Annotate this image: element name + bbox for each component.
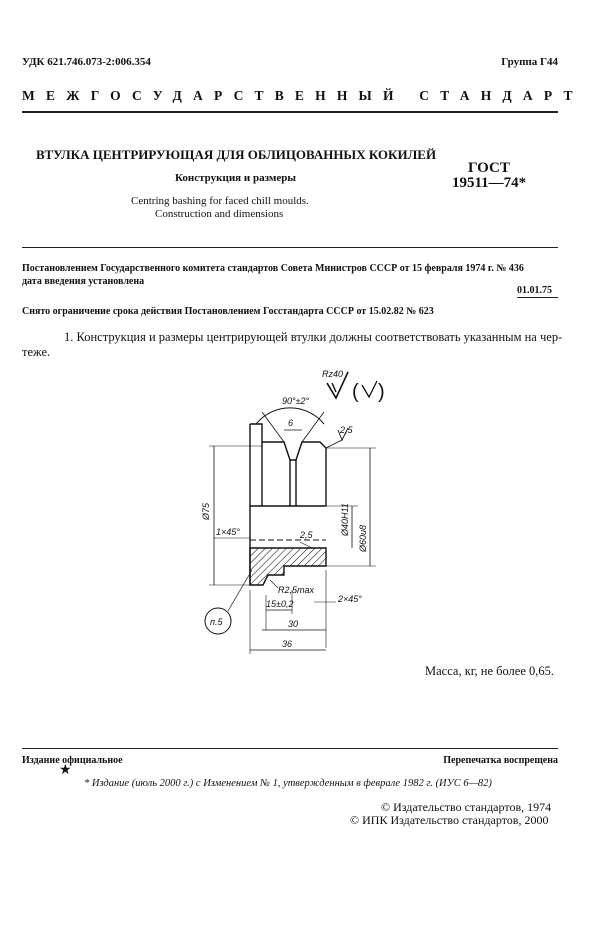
limit-removed: Снято ограничение срока действия Постановлением Госстандарта СССР от 15.02.82 № 623 <box>22 306 434 317</box>
dim-15: 15±0,2 <box>266 599 294 609</box>
angle-dim: 90°±2° <box>282 396 310 406</box>
footer-rule <box>22 748 558 749</box>
copyright-2000: © ИПК Издательство стандартов, 2000 <box>350 813 549 827</box>
doc-title: ВТУЛКА ЦЕНТРИРУЮЩАЯ ДЛЯ ОБЛИЦОВАННЫХ КОКИЛЕЙ <box>36 147 437 162</box>
edition-note: * Издание (июль 2000 г.) с Изменением № 1, утвержденным в феврале 1982 г. (ИУС 6—82) <box>84 778 492 789</box>
title-rule <box>22 247 558 248</box>
intro-date: 01.01.75 <box>517 285 552 296</box>
chamfer-1: 1×45° <box>216 527 240 537</box>
group-code: Группа Г44 <box>501 56 558 68</box>
udk-code: УДК 621.746.073-2:006.354 <box>22 56 151 68</box>
header-rule <box>22 111 558 113</box>
dim-6: 6 <box>288 418 294 428</box>
dia75-dim: Ø75 <box>201 502 211 520</box>
dim-36: 36 <box>282 639 293 649</box>
reprint-forbidden: Перепечатка воспрещена <box>443 755 558 766</box>
mass-note: Масса, кг, не более 0,65. <box>425 664 555 678</box>
official-edition: Издание официальное <box>22 755 123 766</box>
en-title-line1: Centring bashing for faced chill moulds. <box>131 195 309 207</box>
copyright-1974: © Издательство стандартов, 1974 <box>381 800 552 814</box>
rough-paren-open: ( <box>352 381 359 403</box>
radius-dim: R2,5max <box>278 585 315 595</box>
dim-2-5: 2,5 <box>300 530 313 540</box>
dim-30: 30 <box>288 619 299 629</box>
rough-paren-close: ) <box>378 381 385 403</box>
dia40-dim: Ø40H11 <box>340 503 350 536</box>
intro-date-label: дата введения установлена <box>22 276 145 287</box>
gost-number: 19511—74* <box>452 175 527 191</box>
rough-25: 2,5 <box>340 425 353 435</box>
doc-subtitle: Конструкция и размеры <box>175 172 296 184</box>
chamfer-2: 2×45° <box>338 594 362 604</box>
callout-label: п.5 <box>210 617 223 627</box>
star-mark: ★ <box>59 763 72 778</box>
date-underline <box>517 297 558 298</box>
standard-banner: МЕЖГОСУДАРСТВЕННЫЙ СТАНДАРТ <box>22 88 584 103</box>
dia60-dim: Ø60u8 <box>358 524 368 552</box>
decree-text: Постановлением Государственного комитета стандартов Совета Министров СССР от 15 февраля 1974 г. № 436 <box>22 263 524 274</box>
roughness-symbol <box>322 369 385 403</box>
gost-label: ГОСТ <box>468 160 510 176</box>
hatched-section <box>250 548 326 585</box>
technical-drawing <box>0 360 604 660</box>
paragraph-1-line1: 1. Конструкция и размеры центрирующей втулки должны соответствовать указанным на чер- <box>64 330 563 344</box>
en-title-line2: Construction and dimensions <box>155 208 284 220</box>
rz-label: Rz40 <box>322 369 344 379</box>
paragraph-1-line2: теже. <box>22 345 51 359</box>
